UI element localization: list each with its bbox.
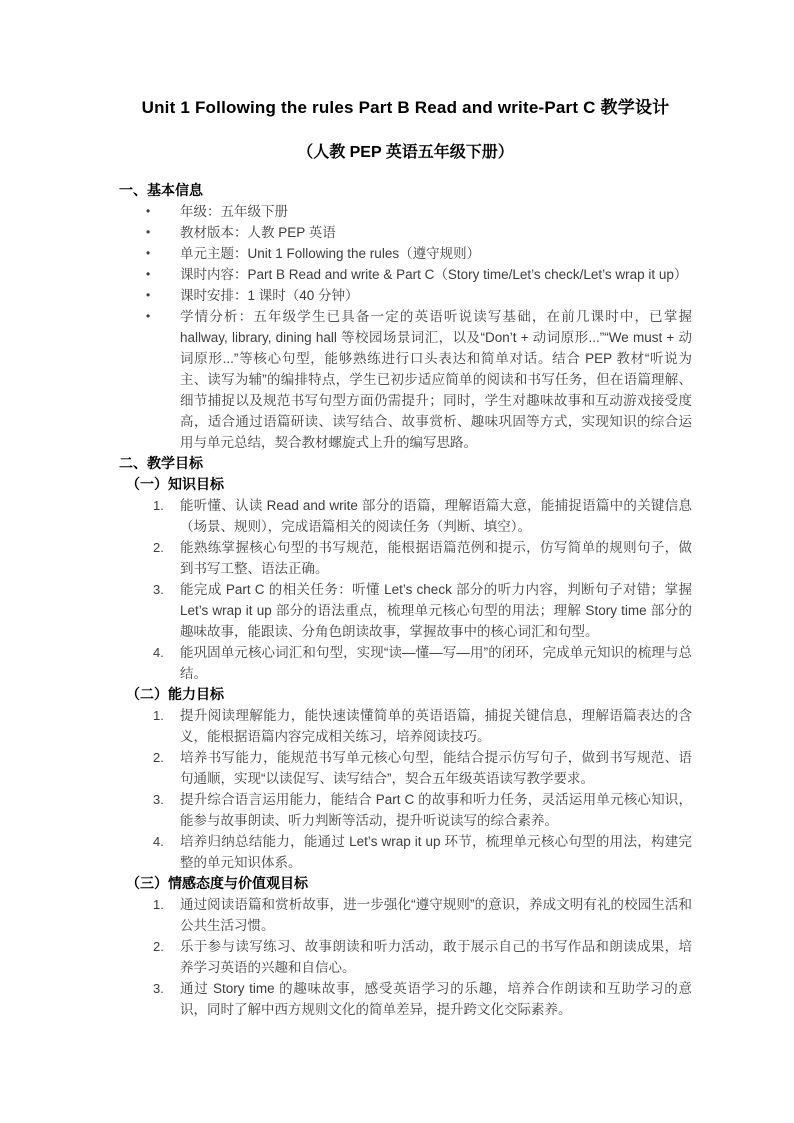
list-item-text: 提升阅读理解能力，能快速读懂简单的英语语篇，捕捉关键信息，理解语篇表达的含义，能根据语篇内容完成相关练习，培养阅读技巧。 bbox=[180, 708, 692, 744]
list-item-text: 乐于参与读写练习、故事朗读和听力活动，敢于展示自己的书写作品和朗读成果，培养学习英语的兴趣和自信心。 bbox=[180, 939, 692, 975]
item-number: 4. bbox=[153, 645, 164, 660]
section-heading-basic-info: 一、基本信息 bbox=[119, 182, 203, 198]
list-item-text: 课时安排：1 课时（40 分钟） bbox=[180, 288, 359, 303]
list-item-text: 单元主题：Unit 1 Following the rules（遵守规则） bbox=[180, 246, 481, 261]
list-item bbox=[119, 264, 692, 285]
list-item bbox=[119, 285, 692, 306]
list-item-text: 课时内容：Part B Read and write & Part C（Story time/Let’s check/Let’s wrap it up） bbox=[180, 267, 688, 282]
bullet-marker: • bbox=[146, 288, 151, 302]
bullet-marker: • bbox=[146, 267, 151, 281]
list-item bbox=[119, 936, 692, 978]
list-item bbox=[119, 243, 692, 264]
list-item bbox=[119, 831, 692, 873]
section-heading-objectives: 二、教学目标 bbox=[119, 455, 203, 471]
bullet-marker: • bbox=[146, 204, 151, 218]
list-item-text: 教材版本：人教 PEP 英语 bbox=[180, 225, 336, 240]
item-number: 3. bbox=[153, 792, 164, 807]
list-item bbox=[119, 747, 692, 789]
list-item-text: 能熟练掌握核心句型的书写规范，能根据语篇范例和提示，仿写简单的规则句子，做到书写工整、语法正确。 bbox=[180, 540, 692, 576]
document-subtitle: （人教 PEP 英语五年级下册） bbox=[297, 144, 514, 161]
list-item-text: 能听懂、认读 Read and write 部分的语篇，理解语篇大意，能捕捉语篇中的关键信息（场景、规则），完成语篇相关的阅读任务（判断、填空）。 bbox=[180, 498, 692, 534]
subsection-heading-knowledge: （一）知识目标 bbox=[126, 476, 224, 492]
subsection-heading-ability: （二）能力目标 bbox=[126, 686, 224, 702]
list-item-text: 培养书写能力，能规范书写单元核心句型，能结合提示仿写句子，做到书写规范、语句通顺，实现“以读促写、读写结合”，契合五年级英语读写教学要求。 bbox=[180, 750, 692, 786]
item-number: 4. bbox=[153, 834, 164, 849]
list-item-text: 通过 Story time 的趣味故事，感受英语学习的乐趣，培养合作朗读和互助学习的意识，同时了解中西方规则文化的简单差异，提升跨文化交际素养。 bbox=[180, 981, 692, 1017]
subsection-heading-values: （三）情感态度与价值观目标 bbox=[126, 875, 308, 891]
item-number: 3. bbox=[153, 981, 164, 996]
item-number: 1. bbox=[153, 498, 164, 513]
list-item bbox=[119, 579, 692, 642]
list-item bbox=[119, 978, 692, 1020]
item-number: 3. bbox=[153, 582, 164, 597]
item-number: 1. bbox=[153, 708, 164, 723]
list-item bbox=[119, 789, 692, 831]
list-item bbox=[119, 537, 692, 579]
list-item-text: 年级：五年级下册 bbox=[180, 204, 288, 219]
list-item-text: 学情分析：五年级学生已具备一定的英语听说读写基础，在前几课时中，已掌握 hallway, library, dining hall 等校园场景词汇，以及“Don’t + 动词原形...”“We must + 动词原形...”等核心句型，能够熟练进行口头表达和简单对话。结合 PEP 教材“听说为主、读写为辅”的编排特点，学生已初步适应简单的阅读和书写任务，但在语篇理解、细节捕捉以及规范书写句型方面仍需提升；同时，学生对趣味故事和互动游戏接受度高，适合通过语篇研读、读写结合、故事赏析、趣味巩固等方式，实现知识的综合运用与单元总结，契合教材螺旋式上升的编写思路。 bbox=[180, 309, 692, 450]
basic-info-list bbox=[119, 201, 692, 453]
list-item bbox=[119, 222, 692, 243]
bullet-marker: • bbox=[146, 225, 151, 239]
list-item-text: 通过阅读语篇和赏析故事，进一步强化“遵守规则”的意识，养成文明有礼的校园生活和公共生活习惯。 bbox=[180, 897, 692, 933]
bullet-marker: • bbox=[146, 309, 151, 323]
list-item bbox=[119, 306, 692, 453]
list-item-text: 能完成 Part C 的相关任务：听懂 Let’s check 部分的听力内容，判断句子对错；掌握 Let’s wrap it up 部分的语法重点，梳理单元核心句型的用法；理解 Story time 部分的趣味故事，能跟读、分角色朗读故事，掌握故事中的核心词汇和句型。 bbox=[180, 582, 692, 639]
list-item bbox=[119, 705, 692, 747]
knowledge-list bbox=[119, 495, 692, 684]
list-item bbox=[119, 642, 692, 684]
document-title: Unit 1 Following the rules Part B Read and write-Part C 教学设计 bbox=[141, 98, 670, 117]
list-item-text: 培养归纳总结能力，能通过 Let’s wrap it up 环节，梳理单元核心句型的用法，构建完整的单元知识体系。 bbox=[180, 834, 692, 870]
ability-list bbox=[119, 705, 692, 873]
list-item-text: 提升综合语言运用能力，能结合 Part C 的故事和听力任务，灵活运用单元核心知识，能参与故事朗读、听力判断等活动，提升听说读写的综合素养。 bbox=[180, 792, 692, 828]
item-number: 2. bbox=[153, 939, 164, 954]
item-number: 2. bbox=[153, 750, 164, 765]
values-list bbox=[119, 894, 692, 1020]
item-number: 1. bbox=[153, 897, 164, 912]
list-item bbox=[119, 201, 692, 222]
list-item-text: 能巩固单元核心词汇和句型，实现“读—懂—写—用”的闭环，完成单元知识的梳理与总结。 bbox=[180, 645, 692, 681]
item-number: 2. bbox=[153, 540, 164, 555]
list-item bbox=[119, 495, 692, 537]
list-item bbox=[119, 894, 692, 936]
bullet-marker: • bbox=[146, 246, 151, 260]
